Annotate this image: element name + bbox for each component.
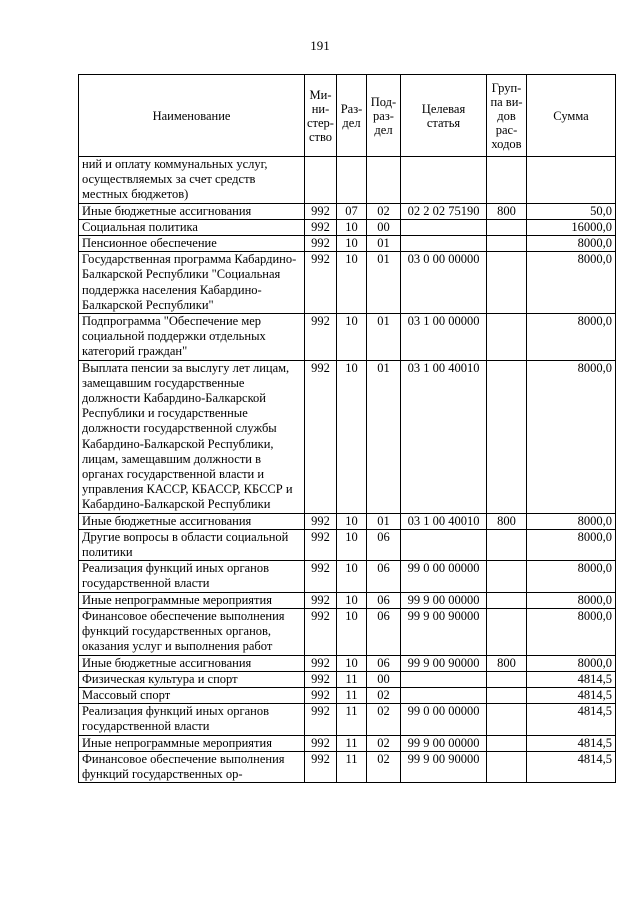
- cell-expense-group: [487, 157, 527, 204]
- cell-sum: 8000,0: [527, 314, 616, 361]
- cell-section: 10: [337, 608, 367, 655]
- cell-section: 11: [337, 735, 367, 751]
- header-section: Раз- дел: [337, 75, 367, 157]
- cell-section: 11: [337, 687, 367, 703]
- cell-name: Подпрограмма "Обеспечение мер социальной поддержки отдельных категорий граждан": [79, 314, 305, 361]
- cell-target: [401, 671, 487, 687]
- cell-target: [401, 219, 487, 235]
- cell-name: Выплата пенсии за выслугу лет лицам, замещавшим государственные должности Кабардино-Балкарской Республики и государственные должности государственной службы Кабардино-Балкарской Республики, лицам, замещавшим должности в органах государственной власти и управления КАССР, КБАССР, КБССР и Кабардино-Балкарской Республики: [79, 360, 305, 513]
- cell-expense-group: [487, 608, 527, 655]
- table-row: [79, 236, 616, 252]
- cell-target: 99 9 00 90000: [401, 751, 487, 782]
- cell-section: 10: [337, 314, 367, 361]
- cell-subsection: 01: [367, 252, 401, 314]
- cell-section: [337, 157, 367, 204]
- cell-ministry: 992: [305, 608, 337, 655]
- cell-name: Иные бюджетные ассигнования: [79, 203, 305, 219]
- cell-sum: 8000,0: [527, 360, 616, 513]
- cell-expense-group: [487, 592, 527, 608]
- cell-subsection: 01: [367, 513, 401, 529]
- cell-expense-group: [487, 529, 527, 560]
- cell-ministry: 992: [305, 314, 337, 361]
- table-row: [79, 671, 616, 687]
- cell-ministry: [305, 157, 337, 204]
- cell-sum: 8000,0: [527, 561, 616, 592]
- table-row: [79, 592, 616, 608]
- cell-subsection: [367, 157, 401, 204]
- cell-subsection: 02: [367, 203, 401, 219]
- cell-target: 03 1 00 40010: [401, 360, 487, 513]
- header-sum: Сумма: [527, 75, 616, 157]
- cell-ministry: 992: [305, 513, 337, 529]
- cell-name: Физическая культура и спорт: [79, 671, 305, 687]
- cell-section: 10: [337, 592, 367, 608]
- table-row: [79, 529, 616, 560]
- cell-subsection: 01: [367, 314, 401, 361]
- cell-target: [401, 529, 487, 560]
- cell-section: 11: [337, 704, 367, 735]
- header-subsection: Под- раз- дел: [367, 75, 401, 157]
- table-row: [79, 157, 616, 204]
- cell-section: 07: [337, 203, 367, 219]
- cell-expense-group: [487, 252, 527, 314]
- cell-section: 10: [337, 236, 367, 252]
- header-row: [79, 75, 616, 157]
- page-number: 191: [310, 38, 330, 53]
- header-ministry: Ми- ни- стер- ство: [305, 75, 337, 157]
- cell-name: Финансовое обеспечение выполнения функций государственных ор-: [79, 751, 305, 782]
- cell-target: 99 9 00 00000: [401, 592, 487, 608]
- cell-name: Иные непрограммные мероприятия: [79, 735, 305, 751]
- cell-expense-group: [487, 704, 527, 735]
- cell-expense-group: [487, 561, 527, 592]
- header-expense-group: Груп- па ви- дов рас- ходов: [487, 75, 527, 157]
- cell-sum: 8000,0: [527, 592, 616, 608]
- cell-section: 10: [337, 360, 367, 513]
- cell-ministry: 992: [305, 203, 337, 219]
- cell-target: 03 1 00 40010: [401, 513, 487, 529]
- cell-expense-group: [487, 360, 527, 513]
- table-row: [79, 561, 616, 592]
- cell-sum: [527, 157, 616, 204]
- cell-expense-group: [487, 219, 527, 235]
- cell-sum: 8000,0: [527, 529, 616, 560]
- cell-expense-group: 800: [487, 513, 527, 529]
- cell-section: 10: [337, 529, 367, 560]
- cell-expense-group: [487, 671, 527, 687]
- cell-name: ний и оплату коммунальных услуг, осуществляемых за счет средств местных бюджетов): [79, 157, 305, 204]
- cell-ministry: 992: [305, 561, 337, 592]
- cell-name: Массовый спорт: [79, 687, 305, 703]
- cell-subsection: 02: [367, 751, 401, 782]
- table-row: [79, 360, 616, 513]
- cell-section: 10: [337, 655, 367, 671]
- cell-target: [401, 236, 487, 252]
- cell-subsection: 01: [367, 236, 401, 252]
- cell-target: 99 0 00 00000: [401, 561, 487, 592]
- table-row: [79, 513, 616, 529]
- cell-ministry: 992: [305, 671, 337, 687]
- cell-target: 99 9 00 00000: [401, 735, 487, 751]
- cell-expense-group: 800: [487, 203, 527, 219]
- cell-ministry: 992: [305, 592, 337, 608]
- cell-name: Иные бюджетные ассигнования: [79, 655, 305, 671]
- cell-target: 02 2 02 75190: [401, 203, 487, 219]
- cell-target: [401, 687, 487, 703]
- cell-sum: 4814,5: [527, 704, 616, 735]
- header-target: Целевая статья: [401, 75, 487, 157]
- table-body: [79, 157, 616, 783]
- table-row: [79, 219, 616, 235]
- header-name: Наименование: [79, 75, 305, 157]
- cell-section: 10: [337, 561, 367, 592]
- cell-ministry: 992: [305, 704, 337, 735]
- cell-name: Пенсионное обеспечение: [79, 236, 305, 252]
- cell-subsection: 06: [367, 655, 401, 671]
- cell-subsection: 01: [367, 360, 401, 513]
- table-row: [79, 314, 616, 361]
- cell-ministry: 992: [305, 252, 337, 314]
- cell-ministry: 992: [305, 360, 337, 513]
- cell-expense-group: [487, 236, 527, 252]
- cell-subsection: 02: [367, 687, 401, 703]
- cell-name: Государственная программа Кабардино-Балкарской Республики "Социальная поддержка населения Кабардино-Балкарской Республики": [79, 252, 305, 314]
- cell-sum: 8000,0: [527, 236, 616, 252]
- cell-sum: 8000,0: [527, 252, 616, 314]
- table-row: [79, 203, 616, 219]
- cell-target: 99 0 00 00000: [401, 704, 487, 735]
- cell-sum: 16000,0: [527, 219, 616, 235]
- cell-sum: 4814,5: [527, 751, 616, 782]
- cell-ministry: 992: [305, 735, 337, 751]
- cell-name: Реализация функций иных органов государственной власти: [79, 561, 305, 592]
- cell-target: [401, 157, 487, 204]
- cell-subsection: 00: [367, 219, 401, 235]
- cell-sum: 4814,5: [527, 735, 616, 751]
- cell-target: 99 9 00 90000: [401, 608, 487, 655]
- cell-subsection: 02: [367, 704, 401, 735]
- table-row: [79, 608, 616, 655]
- cell-ministry: 992: [305, 219, 337, 235]
- table-row: [79, 704, 616, 735]
- cell-sum: 4814,5: [527, 671, 616, 687]
- table-row: [79, 735, 616, 751]
- cell-section: 10: [337, 219, 367, 235]
- cell-expense-group: [487, 314, 527, 361]
- cell-target: 03 1 00 00000: [401, 314, 487, 361]
- table-row: [79, 252, 616, 314]
- cell-name: Социальная политика: [79, 219, 305, 235]
- cell-ministry: 992: [305, 687, 337, 703]
- cell-section: 11: [337, 751, 367, 782]
- cell-expense-group: 800: [487, 655, 527, 671]
- cell-section: 10: [337, 252, 367, 314]
- cell-name: Другие вопросы в области социальной политики: [79, 529, 305, 560]
- cell-target: 03 0 00 00000: [401, 252, 487, 314]
- cell-subsection: 00: [367, 671, 401, 687]
- cell-section: 11: [337, 671, 367, 687]
- cell-ministry: 992: [305, 236, 337, 252]
- cell-name: Реализация функций иных органов государственной власти: [79, 704, 305, 735]
- cell-expense-group: [487, 735, 527, 751]
- cell-name: Иные непрограммные мероприятия: [79, 592, 305, 608]
- budget-table: [78, 74, 616, 783]
- cell-expense-group: [487, 687, 527, 703]
- cell-expense-group: [487, 751, 527, 782]
- cell-subsection: 02: [367, 735, 401, 751]
- cell-ministry: 992: [305, 655, 337, 671]
- cell-subsection: 06: [367, 561, 401, 592]
- table-row: [79, 687, 616, 703]
- cell-ministry: 992: [305, 529, 337, 560]
- cell-ministry: 992: [305, 751, 337, 782]
- cell-section: 10: [337, 513, 367, 529]
- cell-name: Иные бюджетные ассигнования: [79, 513, 305, 529]
- table-row: [79, 751, 616, 782]
- cell-sum: 8000,0: [527, 655, 616, 671]
- table-row: [79, 655, 616, 671]
- cell-subsection: 06: [367, 529, 401, 560]
- cell-sum: 50,0: [527, 203, 616, 219]
- cell-subsection: 06: [367, 592, 401, 608]
- cell-subsection: 06: [367, 608, 401, 655]
- cell-target: 99 9 00 90000: [401, 655, 487, 671]
- cell-sum: 8000,0: [527, 513, 616, 529]
- cell-sum: 4814,5: [527, 687, 616, 703]
- cell-sum: 8000,0: [527, 608, 616, 655]
- cell-name: Финансовое обеспечение выполнения функций государственных органов, оказания услуг и выполнения работ: [79, 608, 305, 655]
